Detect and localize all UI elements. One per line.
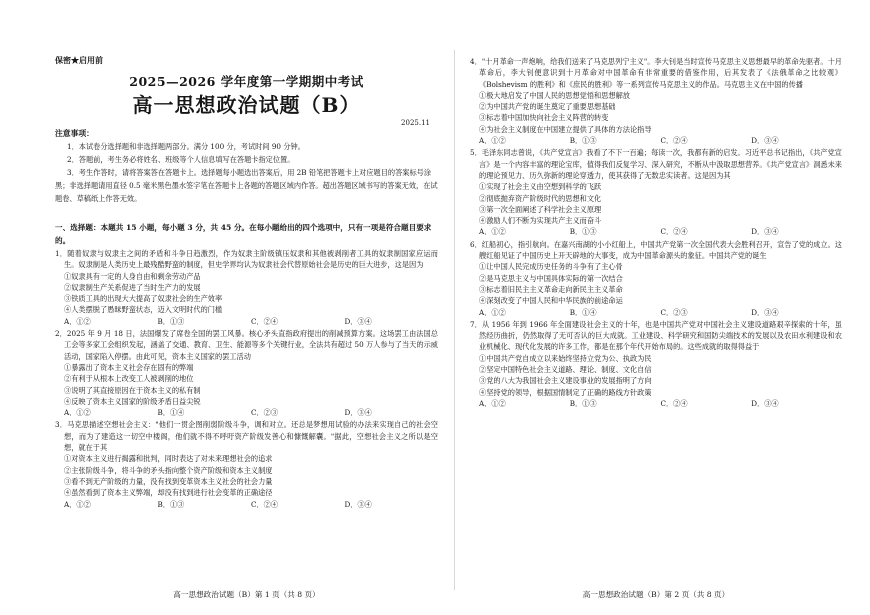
statement-option: ④激励人们不断为实现共产主义而奋斗 — [479, 216, 602, 226]
section-heading: 一、选择题：本题共 15 小题，每小题 3 分，共 45 分。在每小题给出的四个选项中，只有一项是符合题目要求的。 — [55, 223, 432, 245]
page-1 — [55, 0, 438, 615]
choice-c: C．②④ — [660, 136, 688, 146]
choice-b: B．①③ — [569, 398, 597, 408]
statement-option: ③党的八大为我国社会主义建设事业的发展指明了方向 — [479, 376, 652, 386]
answer-choices — [55, 316, 438, 327]
choice-a: A．①② — [479, 398, 506, 408]
statement-option: ①实现了社会主义由空想到科学的飞跃 — [479, 182, 602, 192]
choice-c: C．②④ — [251, 316, 279, 326]
instruction-item: 1．本试卷分选择题和非选择题两部分。满分 100 分，考试时间 90 分钟。 — [67, 142, 305, 151]
answer-choices — [470, 226, 842, 237]
page-divider — [454, 50, 455, 590]
choice-b: B．①③ — [157, 499, 185, 509]
choice-d: D．③④ — [344, 408, 372, 418]
answer-choices — [470, 398, 842, 409]
choice-b: B．①④ — [569, 307, 597, 317]
choice-a: A．①② — [64, 408, 91, 418]
statement-option: ④虽然看到了资本主义弊端，却没有找到进行社会变革的正确途径 — [64, 488, 273, 498]
choice-c: C．②④ — [660, 398, 688, 408]
question-3 — [55, 419, 438, 509]
statement-option: ④深刻改变了中国人民和中华民族的前途命运 — [479, 296, 623, 306]
choice-c: C．②④ — [660, 227, 688, 237]
question-7 — [470, 319, 842, 409]
question-stem: 5．毛泽东同志曾说，《共产党宣言》我看了不下一百遍；每读一次，我都有新的启发。习近平总书记指出，《共产党宣言》是一个内容丰富的理论宝库，值得我们反复学习、深入研究，不断从中汲取思想营养。《共产党宣言》洞悉未来的理论预见力、历久弥新的理论穿透力，使其获得了无数忠实读者。这是因为其 — [470, 148, 842, 180]
question-6 — [470, 239, 842, 318]
choice-b: B．①③ — [569, 227, 597, 237]
question-1 — [55, 248, 438, 327]
statement-option: ②有利于从根本上改变工人被剥削的地位 — [64, 374, 194, 384]
answer-choices — [55, 499, 438, 510]
statement-option: ③说明了其直接原因在于资本主义的私有制 — [64, 385, 201, 395]
choice-d: D．③④ — [751, 136, 779, 146]
choice-c: C．②③ — [660, 307, 688, 317]
choice-b: B．①④ — [157, 408, 185, 418]
choice-a: A．①② — [479, 227, 506, 237]
choice-c: C．②④ — [251, 499, 279, 509]
question-5 — [470, 147, 842, 237]
statement-option: ④人类摆脱了愚昧野蛮状态，迈入文明时代的门槛 — [64, 305, 223, 315]
instructions — [55, 127, 438, 205]
confidential-mark: 保密★启用前 — [55, 55, 103, 65]
statement-option: ①极大地启发了中国人民的思想觉悟和思想解放 — [479, 90, 630, 100]
statement-option: ①对资本主义进行揭露和批判，同时表达了对未来理想社会的追求 — [64, 454, 273, 464]
question-stem: 7．从 1956 年到 1966 年全面建设社会主义的十年，也是中国共产党对中国社会主义建设道路艰辛探索的十年，虽然经历曲折，仍然取得了无可否认的巨大成就。工业建设、科学研究和国防尖端技术的发展以及农田水利建设和农业机械化、现代化发展的许多工作，都是在那个年代开始布局的。这些成就的取得得益于 — [470, 319, 842, 352]
statement-option: ③第一次全面阐述了科学社会主义原理 — [479, 204, 602, 214]
choice-d: D．③④ — [751, 227, 779, 237]
exam-date: 2025.11 — [401, 119, 430, 127]
choice-d: D．③④ — [344, 316, 372, 326]
choice-d: D．③④ — [751, 307, 779, 317]
statement-option: ①中国共产党自成立以来始终坚持立党为公、执政为民 — [479, 353, 652, 363]
statement-option: ④为社会主义制度在中国建立提供了具体的方法论指导 — [479, 124, 652, 134]
choice-a: A．①② — [479, 136, 506, 146]
choice-b: B．①③ — [157, 316, 185, 326]
choice-a: A．①② — [64, 316, 91, 326]
statement-option: ②坚定中国特色社会主义道路、理论、制度、文化自信 — [479, 365, 652, 375]
page-title: 高一思想政治试题（B） — [132, 93, 361, 117]
answer-choices — [470, 307, 842, 318]
statement-option: ④反映了资本主义国家的阶级矛盾日益尖锐 — [64, 396, 201, 406]
question-4 — [470, 56, 842, 146]
statement-option: ②是马克思主义与中国具体实际的第一次结合 — [479, 273, 623, 283]
choice-a: A．①② — [64, 499, 91, 509]
answer-choices — [470, 135, 842, 146]
question-list — [55, 248, 438, 511]
statement-option: ③标志着中国加快向社会主义阵营的转变 — [479, 113, 609, 123]
statement-option: ①让中国人民完成历史任务的斗争有了主心骨 — [479, 262, 623, 272]
question-stem: 1．随着奴隶与奴隶主之间的矛盾和斗争日趋激烈，作为奴隶主阶级镇压奴隶和其他被剥削者工具的奴隶制国家应运而生。奴隶制是人类历史上最残酷野蛮的制度，但史学界均认为奴隶社会代替原始社会是历史的巨大进步，这是因为 — [55, 249, 438, 270]
instructions-heading: 注意事项： — [55, 129, 94, 138]
statement-option: ③标志着旧民主主义革命走向新民主主义革命 — [479, 284, 623, 294]
choice-d: D．③④ — [344, 499, 372, 509]
choice-b: B．①③ — [569, 136, 597, 146]
question-stem: 2．2025 年 9 月 18 日，法国爆发了席卷全国的罢工风暴。核心矛头直指政府提出的削减预算方案。这场罢工由法国总工会等多家工会组织发起，涵盖了交通、教育、卫生、能源等多个关键行业，全法共有超过 50 万人参与了当天的示威活动，国家陷入停摆。由此可见，资本主义国家的罢工活动 — [55, 329, 438, 361]
statement-option: ④坚持党的领导，根据国情制定了正确的路线方针政策 — [479, 387, 652, 397]
page-2 — [470, 0, 842, 615]
question-stem: 3．马克思描述空想社会主义："他们一贯企图削弱阶级斗争，调和对立。还总是梦想用试验的办法来实现自己的社会空想，而为了建造这一切空中楼阁，他们就不得不呼吁资产阶级发善心和慷慨解囊。"据此，空想社会主义之所以是空想，就在于其 — [55, 420, 438, 453]
question-list — [470, 56, 842, 410]
choice-d: D．③④ — [751, 398, 779, 408]
statement-option: ②奴隶制生产关系促进了当时生产力的发展 — [64, 282, 201, 292]
statement-option: ①奴隶具有一定的人身自由和剩余劳动产品 — [64, 271, 201, 281]
instruction-item: 3．考生作答时，请将答案答在答题卡上。选择题每小题选出答案后，用 2B 铅笔把答题卡上对应题目的答案标号涂黑；非选择题请用直径 0.5 毫米黑色墨水签字笔在答题卡上各题的答题区域内作答。超出答题区域书写的答案无效，在试题卷、草稿纸上作答无效。 — [55, 168, 438, 203]
statement-option: ②主张阶级斗争，将斗争的矛头指向整个资产阶级和资本主义制度 — [64, 465, 273, 475]
statement-option: ③铁质工具的出现大大提高了奴隶社会的生产效率 — [64, 294, 223, 304]
exam-title: 2025—2026 学年度第一学期期中考试 — [129, 74, 364, 89]
statement-option: ②彻底抛弃资产阶级时代的思想和文化 — [479, 193, 602, 203]
page-footer: 高一思想政治试题（B）第 1 页（共 8 页） — [173, 590, 320, 599]
answer-choices — [55, 407, 438, 418]
page-footer: 高一思想政治试题（B）第 2 页（共 8 页） — [582, 590, 730, 599]
statement-option: ①暴露出了资本主义社会存在固有的弊端 — [64, 362, 194, 372]
choice-c: C．②③ — [251, 408, 279, 418]
question-2 — [55, 328, 438, 418]
statement-option: ②为中国共产党的诞生奠定了重要思想基础 — [479, 102, 616, 112]
choice-a: A．①② — [479, 307, 506, 317]
question-stem: 4．"十月革命一声炮响，给我们送来了马克思列宁主义"。李大钊是当时宣传马克思主义思想最早的革命先驱者。十月革命后，李大钊便意识到十月革命对中国革命有非常重要的借鉴作用，后其发表了《法俄革命之比较观》《Bolshevism 的胜利》和《庶民的胜利》等一系列宣传马克思主义的作品。马克思主义在中国的传播 — [470, 57, 842, 89]
instruction-item: 2．答题前，考生务必将姓名、班级等个人信息填写在答题卡指定位置。 — [67, 155, 295, 164]
statement-option: ③看不到无产阶级的力量，没有找到变革资本主义社会的社会力量 — [64, 476, 273, 486]
question-stem: 6．红船初心，指引航向。在嘉兴南湖的小小红船上，中国共产党第一次全国代表大会胜利召开，宣告了党的成立。这艘红船见证了中国历史上开天辟地的大事变，成为中国革命源头的象征。中国共产党的诞生 — [470, 239, 842, 261]
